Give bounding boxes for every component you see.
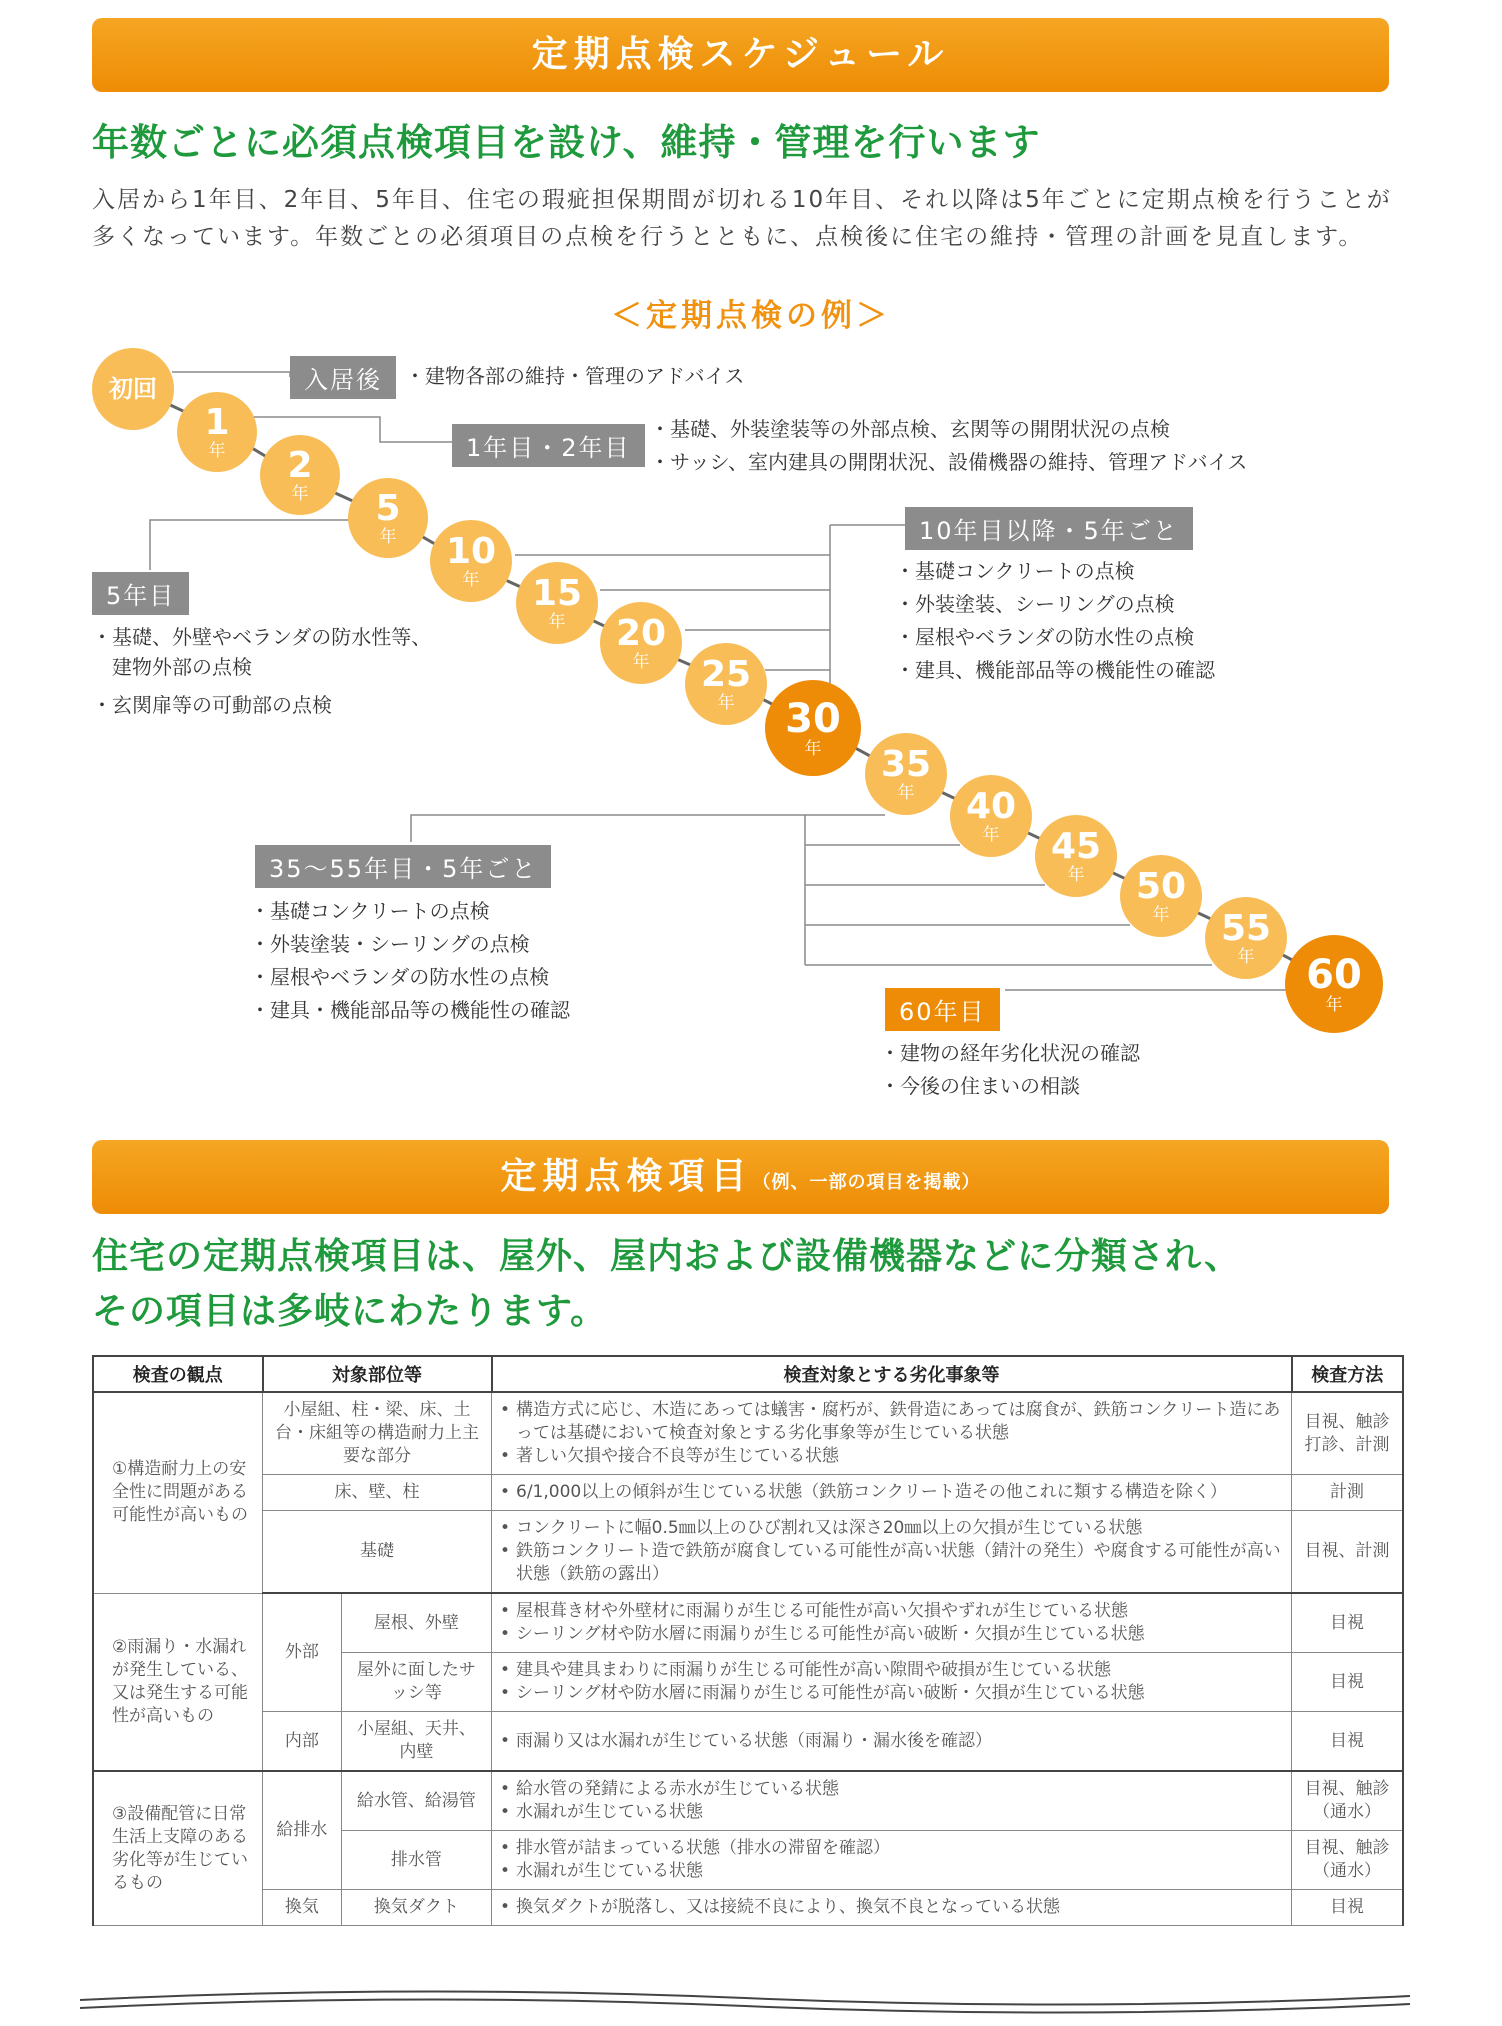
- label-year60: 60年目: [885, 988, 1000, 1031]
- method-cell: 目視: [1292, 1712, 1404, 1772]
- timeline-circle-60: [1285, 935, 1383, 1033]
- timeline-circle-1: [177, 392, 257, 472]
- event-item: • 屋根葺き材や外壁材に雨漏りが生じる可能性が高い欠損やずれが生じている状態: [500, 1600, 1283, 1623]
- circle-number: 60: [1306, 951, 1362, 998]
- bullet-item: ・ 玄関扉等の可動部の点検: [92, 690, 431, 720]
- group-cell: 給排水: [263, 1771, 342, 1890]
- label-year5: 5年目: [92, 572, 189, 615]
- circle-unit: 年: [379, 526, 397, 547]
- circle-unit: 年: [208, 440, 226, 461]
- circle-unit: 年: [1325, 994, 1343, 1015]
- timeline-circle-30: [765, 680, 861, 776]
- bullet-item: ・ 外装塗装、シーリングの点検: [895, 588, 1215, 621]
- table-row: [93, 1593, 1403, 1653]
- circle-unit: 年: [804, 738, 822, 759]
- bullets-year35-55: [250, 895, 570, 1027]
- event-item: • 給水管の発錆による赤水が生じている状態: [500, 1778, 1283, 1801]
- example-title: ＜定期点検の例＞: [611, 298, 891, 334]
- events-cell: [492, 1511, 1292, 1594]
- label-move-in: 入居後: [290, 356, 396, 399]
- circle-number: 15: [531, 572, 583, 614]
- event-item: • 水漏れが生じている状態: [500, 1801, 1283, 1824]
- target-cell: 排水管: [341, 1831, 491, 1890]
- event-item: • シーリング材や防水層に雨漏りが生じる可能性が高い破断・欠損が生じている状態: [500, 1682, 1283, 1705]
- circle-unit: 年: [548, 611, 566, 632]
- timeline-circle-15: [516, 562, 598, 644]
- circle-unit: 年: [632, 651, 650, 672]
- events-cell: [492, 1771, 1292, 1831]
- category-leak: ②雨漏り・水漏れが発生している、又は発生する可能性が高いもの: [93, 1593, 263, 1771]
- method-cell: 目視: [1292, 1890, 1404, 1926]
- schedule-heading: 年数ごとに必須点検項目を設け、維持・管理を行います: [92, 121, 1041, 164]
- method-cell: 計測: [1292, 1475, 1404, 1511]
- circle-number: 50: [1135, 865, 1187, 907]
- table-row: [93, 1511, 1403, 1594]
- bullet-item: ・ 外装塗装・シーリングの点検: [250, 928, 570, 961]
- target-cell: 換気ダクト: [341, 1890, 491, 1926]
- target-cell: 基礎: [263, 1511, 492, 1594]
- target-cell: 床、壁、柱: [263, 1475, 492, 1511]
- bullets-year5: [92, 622, 431, 720]
- events-cell: [492, 1475, 1292, 1511]
- label-year35-55: 35～55年目・5年ごと: [255, 845, 551, 888]
- events-cell: [492, 1831, 1292, 1890]
- table-header-row: [93, 1356, 1403, 1392]
- timeline-circle-25: [685, 643, 767, 725]
- bullet-item: ・ 基礎コンクリートの点検: [895, 555, 1215, 588]
- table-row: [93, 1475, 1403, 1511]
- bullet-item: ・ サッシ、室内建具の開閉状況、設備機器の維持、管理アドバイス: [650, 446, 1247, 479]
- header-perspective: 検査の観点: [93, 1356, 263, 1392]
- table-row: [93, 1712, 1403, 1772]
- bullet-item: ・ 建具、機能部品等の機能性の確認: [895, 654, 1215, 687]
- timeline-circle-10: [430, 520, 512, 602]
- timeline-circle-5: [348, 478, 428, 558]
- target-cell: 屋根、外壁: [341, 1593, 491, 1653]
- circle-number: 25: [700, 653, 752, 695]
- circle-number: 30: [785, 695, 841, 742]
- timeline-circle-35: [865, 733, 947, 815]
- bullet-item: ・ 建物の経年劣化状況の確認: [880, 1037, 1140, 1070]
- event-item: • 建具や建具まわりに雨漏りが生じる可能性が高い隙間や破損が生じている状態: [500, 1659, 1283, 1682]
- bullets-year60: [880, 1037, 1140, 1103]
- bullet-item-continued: 建物外部の点検: [112, 655, 252, 679]
- circle-number: 40: [965, 785, 1017, 827]
- table-row: [93, 1392, 1403, 1475]
- bullet-item: ・ 基礎、外装塗装等の外部点検、玄関等の開閉状況の点検: [650, 413, 1247, 446]
- circle-unit: 年: [291, 483, 309, 504]
- circle-number: 45: [1050, 825, 1102, 867]
- event-item: • 換気ダクトが脱落し、又は接続不良により、換気不良となっている状態: [500, 1896, 1283, 1919]
- timeline-circle-45: [1035, 815, 1117, 897]
- bullet-item: ・ 今後の住まいの相談: [880, 1070, 1140, 1103]
- method-cell: 目視、触診 打診、計測: [1292, 1392, 1404, 1475]
- events-cell: [492, 1890, 1292, 1926]
- circle-unit: 年: [717, 692, 735, 713]
- events-cell: [492, 1712, 1292, 1772]
- method-cell: 目視、触診（通水）: [1292, 1831, 1404, 1890]
- bullets-year10: [895, 555, 1215, 687]
- schedule-intro: 入居から1年目、2年目、5年目、住宅の瑕疵担保期間が切れる10年目、それ以降は5年ごとに定期点検を行うことが多くなっています。年数ごとの必須項目の点検を行うとともに、点検後に住宅の維持・管理の計画を見直します。: [92, 187, 1392, 250]
- items-heading-line2: その項目は多岐にわたります。: [92, 1291, 608, 1332]
- bullet-item: ・ 屋根やベランダの防水性の点検: [250, 961, 570, 994]
- event-item: • 排水管が詰まっている状態（排水の滞留を確認）: [500, 1837, 1283, 1860]
- event-item: • シーリング材や防水層に雨漏りが生じる可能性が高い破断・欠損が生じている状態: [500, 1623, 1283, 1646]
- circle-number: 55: [1220, 907, 1272, 949]
- target-cell: 小屋組、天井、内壁: [341, 1712, 491, 1772]
- header-events: 検査対象とする劣化事象等: [492, 1356, 1292, 1392]
- items-banner-title: 定期点検項目: [500, 1156, 753, 1197]
- label-year1-2: 1年目・2年目: [452, 424, 645, 467]
- items-heading-line1: 住宅の定期点検項目は、屋外、屋内および設備機器などに分類され、: [92, 1236, 1242, 1277]
- bullets-year1-2: [650, 413, 1247, 479]
- circle-number: 35: [880, 743, 932, 785]
- events-cell: [492, 1593, 1292, 1653]
- group-cell: 外部: [263, 1593, 342, 1712]
- event-item: • 水漏れが生じている状態: [500, 1860, 1283, 1883]
- timeline-circle-2: [260, 435, 340, 515]
- items-banner: [92, 1140, 1389, 1214]
- target-cell: 給水管、給湯管: [341, 1771, 491, 1831]
- label-year10: 10年目以降・5年ごと: [905, 507, 1193, 550]
- timeline-circle-50: [1120, 855, 1202, 937]
- method-cell: 目視、計測: [1292, 1511, 1404, 1594]
- timeline-circle-20: [600, 602, 682, 684]
- bullet-item: ・ 基礎コンクリートの点検: [250, 895, 570, 928]
- circle-number: 2: [287, 444, 313, 486]
- circle-label: 初回: [109, 375, 157, 403]
- target-cell: 屋外に面したサッシ等: [341, 1653, 491, 1712]
- torn-edge-decoration: [75, 1980, 1415, 2020]
- bullet-item: ・ 建具・機能部品等の機能性の確認: [250, 994, 570, 1027]
- header-method: 検査方法: [1292, 1356, 1404, 1392]
- circle-number: 10: [445, 530, 497, 572]
- timeline-circle-initial: [92, 348, 174, 430]
- circle-unit: 年: [982, 824, 1000, 845]
- bullet-item: ・ 建物各部の維持・管理のアドバイス: [405, 360, 744, 393]
- event-item: • コンクリートに幅0.5㎜以上のひび割れ又は深さ20㎜以上の欠損が生じている状態: [500, 1517, 1283, 1540]
- method-cell: 目視: [1292, 1653, 1404, 1712]
- group-cell: 内部: [263, 1712, 342, 1772]
- table-row: [93, 1771, 1403, 1831]
- events-cell: [492, 1653, 1292, 1712]
- circle-number: 5: [375, 487, 401, 529]
- method-cell: 目視、触診（通水）: [1292, 1771, 1404, 1831]
- timeline-circle-40: [950, 775, 1032, 857]
- bullet-item: ・ 屋根やベランダの防水性の点検: [895, 621, 1215, 654]
- events-cell: [492, 1392, 1292, 1475]
- bullets-move-in: [405, 360, 744, 393]
- table-row: [93, 1890, 1403, 1926]
- circle-number: 20: [615, 612, 667, 654]
- circle-unit: 年: [1237, 946, 1255, 967]
- schedule-banner-title: 定期点検スケジュール: [531, 34, 950, 75]
- method-cell: 目視: [1292, 1593, 1404, 1653]
- target-cell: 小屋組、柱・梁、床、土台・床組等の構造耐力上主要な部分: [263, 1392, 492, 1475]
- group-cell: 換気: [263, 1890, 342, 1926]
- circle-unit: 年: [1152, 904, 1170, 925]
- event-item: • 構造方式に応じ、木造にあっては蟻害・腐朽が、鉄骨造にあっては腐食が、鉄筋コンクリート造にあっては基礎において検査対象とする劣化事象等が生じている状態: [500, 1399, 1283, 1445]
- circle-unit: 年: [1067, 864, 1085, 885]
- event-item: • 著しい欠損や接合不良等が生じている状態: [500, 1445, 1283, 1468]
- header-target: 対象部位等: [263, 1356, 492, 1392]
- circle-unit: 年: [897, 782, 915, 803]
- event-item: • 鉄筋コンクリート造で鉄筋が腐食している可能性が高い状態（錆汁の発生）や腐食する可能性が高い状態（鉄筋の露出）: [500, 1540, 1283, 1586]
- category-structural: ①構造耐力上の安全性に問題がある可能性が高いもの: [93, 1392, 263, 1593]
- items-banner-note: （例、一部の項目を掲載）: [752, 1172, 981, 1193]
- timeline-circle-55: [1205, 897, 1287, 979]
- circle-number: 1: [204, 401, 230, 443]
- circle-unit: 年: [462, 569, 480, 590]
- event-item: • 6/1,000以上の傾斜が生じている状態（鉄筋コンクリート造その他これに類する構造を除く）: [500, 1481, 1283, 1504]
- event-item: • 雨漏り又は水漏れが生じている状態（雨漏り・漏水後を確認）: [500, 1730, 1283, 1753]
- bullet-item: ・ 基礎、外壁やベランダの防水性等、: [92, 622, 431, 652]
- inspection-items-table: [92, 1355, 1404, 1926]
- category-piping: ③設備配管に日常生活上支障のある劣化等が生じているもの: [93, 1771, 263, 1926]
